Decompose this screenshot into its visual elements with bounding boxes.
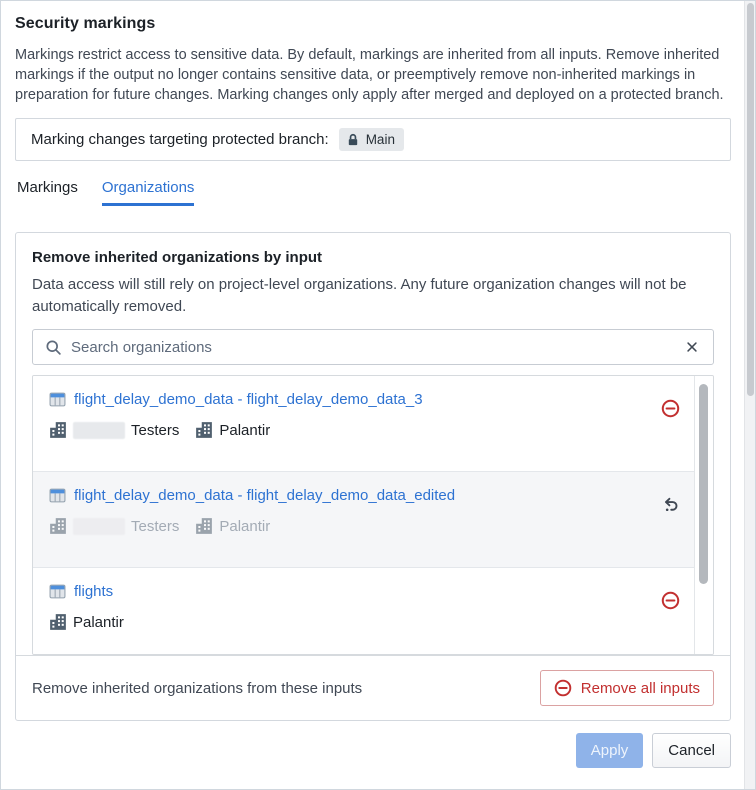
lock-icon — [346, 133, 360, 147]
tab-organizations[interactable]: Organizations — [102, 179, 195, 206]
redacted-org-text — [73, 518, 125, 535]
input-row — [33, 568, 694, 655]
protected-branch-label: Marking changes targeting protected branch: — [31, 131, 329, 148]
dataset-table-icon — [49, 583, 66, 600]
tab-bar — [15, 179, 731, 206]
input-row — [33, 376, 694, 472]
inputs-list — [32, 375, 714, 655]
undo-remove-button[interactable] — [658, 491, 684, 517]
dataset-link[interactable]: flight_delay_demo_data - flight_delay_demo_data_3 — [74, 391, 423, 408]
apply-button[interactable]: Apply — [576, 733, 644, 768]
minus-circle-icon — [554, 679, 572, 697]
panel-description: Data access will still rely on project-level organizations. Any future organization changes will not be automatically removed. — [32, 276, 687, 315]
dataset-table-icon — [49, 487, 66, 504]
dataset-table-icon — [49, 391, 66, 408]
remove-all-inputs-label: Remove all inputs — [580, 679, 700, 697]
cancel-button[interactable]: Cancel — [652, 733, 731, 768]
clear-search-icon[interactable] — [683, 338, 701, 356]
organization-name: Palantir — [219, 517, 271, 535]
organization-chip — [195, 517, 270, 535]
dialog-scrollbar[interactable] — [744, 1, 755, 789]
remove-input-button[interactable] — [657, 395, 684, 422]
dataset-link[interactable]: flight_delay_demo_data - flight_delay_demo_data_edited — [74, 487, 456, 504]
list-scrollbar-thumb[interactable] — [699, 384, 708, 584]
organization-chip — [195, 421, 270, 439]
dialog-actions — [15, 733, 731, 768]
tab-markings[interactable]: Markings — [17, 179, 78, 196]
page-title: Security markings — [15, 15, 156, 32]
organization-name: Testers — [131, 421, 180, 439]
redacted-org-text — [73, 422, 125, 439]
dialog-scrollbar-thumb[interactable] — [747, 3, 754, 396]
protected-branch-callout — [15, 118, 731, 161]
search-organizations-input[interactable] — [71, 339, 674, 356]
panel-footer — [16, 655, 730, 720]
organization-name: Testers — [131, 517, 180, 535]
organizations-panel — [15, 232, 731, 721]
organization-name: Palantir — [73, 613, 124, 631]
remove-input-button[interactable] — [657, 587, 684, 614]
list-scrollbar[interactable] — [694, 376, 713, 654]
organization-chip — [49, 421, 179, 439]
security-markings-dialog — [1, 1, 755, 789]
panel-heading: Remove inherited organizations by input — [32, 249, 323, 266]
footer-label: Remove inherited organizations from these inputs — [32, 679, 363, 697]
organization-chip — [49, 613, 124, 631]
search-icon — [45, 339, 62, 356]
remove-all-inputs-button[interactable] — [540, 670, 714, 706]
dialog-description: Markings restrict access to sensitive data. By default, markings are inherited from all inputs. Remove inherited markings if the output no longer contains sensitive data, or preemptively remove non-inherited markings in preparation for future changes. Marking changes only apply after merged and deployed on a protected branch. — [15, 47, 724, 103]
branch-chip — [339, 128, 404, 151]
dataset-link[interactable]: flights — [74, 583, 114, 600]
organization-chip — [49, 517, 179, 535]
input-row — [33, 472, 694, 568]
search-organizations-box[interactable] — [32, 329, 714, 365]
organization-name: Palantir — [219, 421, 271, 439]
branch-name: Main — [365, 132, 395, 147]
